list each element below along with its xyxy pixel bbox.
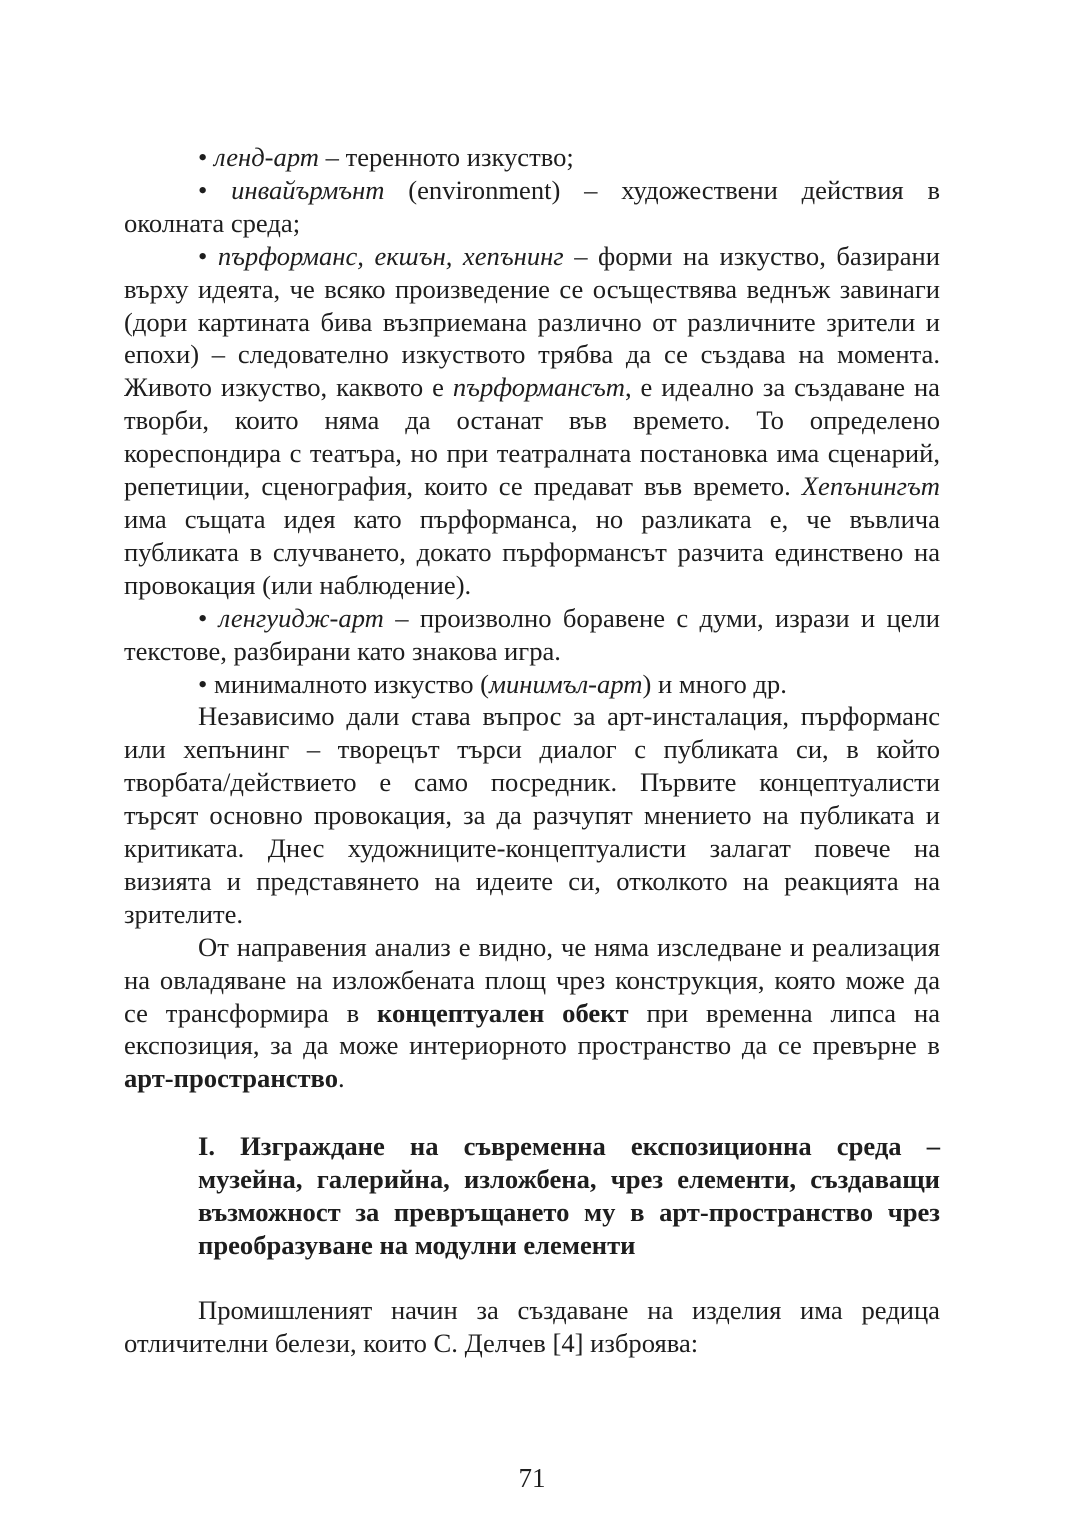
bullet-minimal-art: • минималното изкуство (минимъл-арт) и много др. bbox=[198, 668, 787, 699]
bullet-language-art: • ленгуидж-арт – произволно боравене с думи, изрази и цели текстове, разбирани като знакова игра. bbox=[124, 602, 940, 666]
paragraph-dialogue: Независимо дали става въпрос за арт-инсталация, пърформанс или хепънинг – творецът търси диалог с публиката си, в който творбата/действието е само посредник. Първите концептуалисти търсят основно провокация, за да разчупят мнението на публиката и критиката. Днес художниците-концептуалисти залагат повече на визията и представянето на идеите си, отколкото на реакцията на зрителите. bbox=[124, 701, 940, 929]
paragraph-analysis: От направения анализ е видно, че няма изследване и реализация на овладяване на изложбената площ чрез конструкция, която може да се трансформира в концептуален обект при временна липса на експозиция, за да може интериорното пространство да се превърне в арт-пространство. bbox=[124, 931, 940, 1094]
paragraph-industrial: Промишленият начин за създаване на изделия има редица отличителни белези, които С. Делчев [4] изброява: bbox=[124, 1295, 940, 1358]
bullet-performance: • пърформанс, екшън, хепънинг – форми на изкуство, базирани върху идеята, че всяко произведение се осъществява веднъж завинаги (дори картината бива възприемана различно от различните зрители и епохи) – следователно изкуството трябва да се създава на момента. Живото изкуство, каквото е пърформансът, е идеално за създаване на творби, които няма да останат във времето. То определено кореспондира с театъра, но при театралната постановка има сценарий, репетиции, сценография, които се предават във времето. Хепънингът има същата идея като пърформанса, но разликата е, че въвлича публиката в случването, докато пърформансът разчита единствено на провокация (или наблюдение). bbox=[124, 240, 940, 600]
section-heading: I. Изграждане на съвременна експозиционна среда – музейна, галерийна, изложбена, чрез елементи, създаващи възможност за превръщането му в арт-пространство чрез преобразуване на модулни елементи bbox=[198, 1131, 940, 1260]
body-text bbox=[124, 141, 940, 1095]
closing-text bbox=[124, 1294, 940, 1360]
bullet-land-art: • ленд-арт – теренното изкуство; bbox=[198, 142, 574, 172]
bullet-environment: • инвайърмънт (environment) – художествени действия в околната среда; bbox=[124, 174, 940, 238]
page-number: 71 bbox=[518, 1463, 546, 1493]
